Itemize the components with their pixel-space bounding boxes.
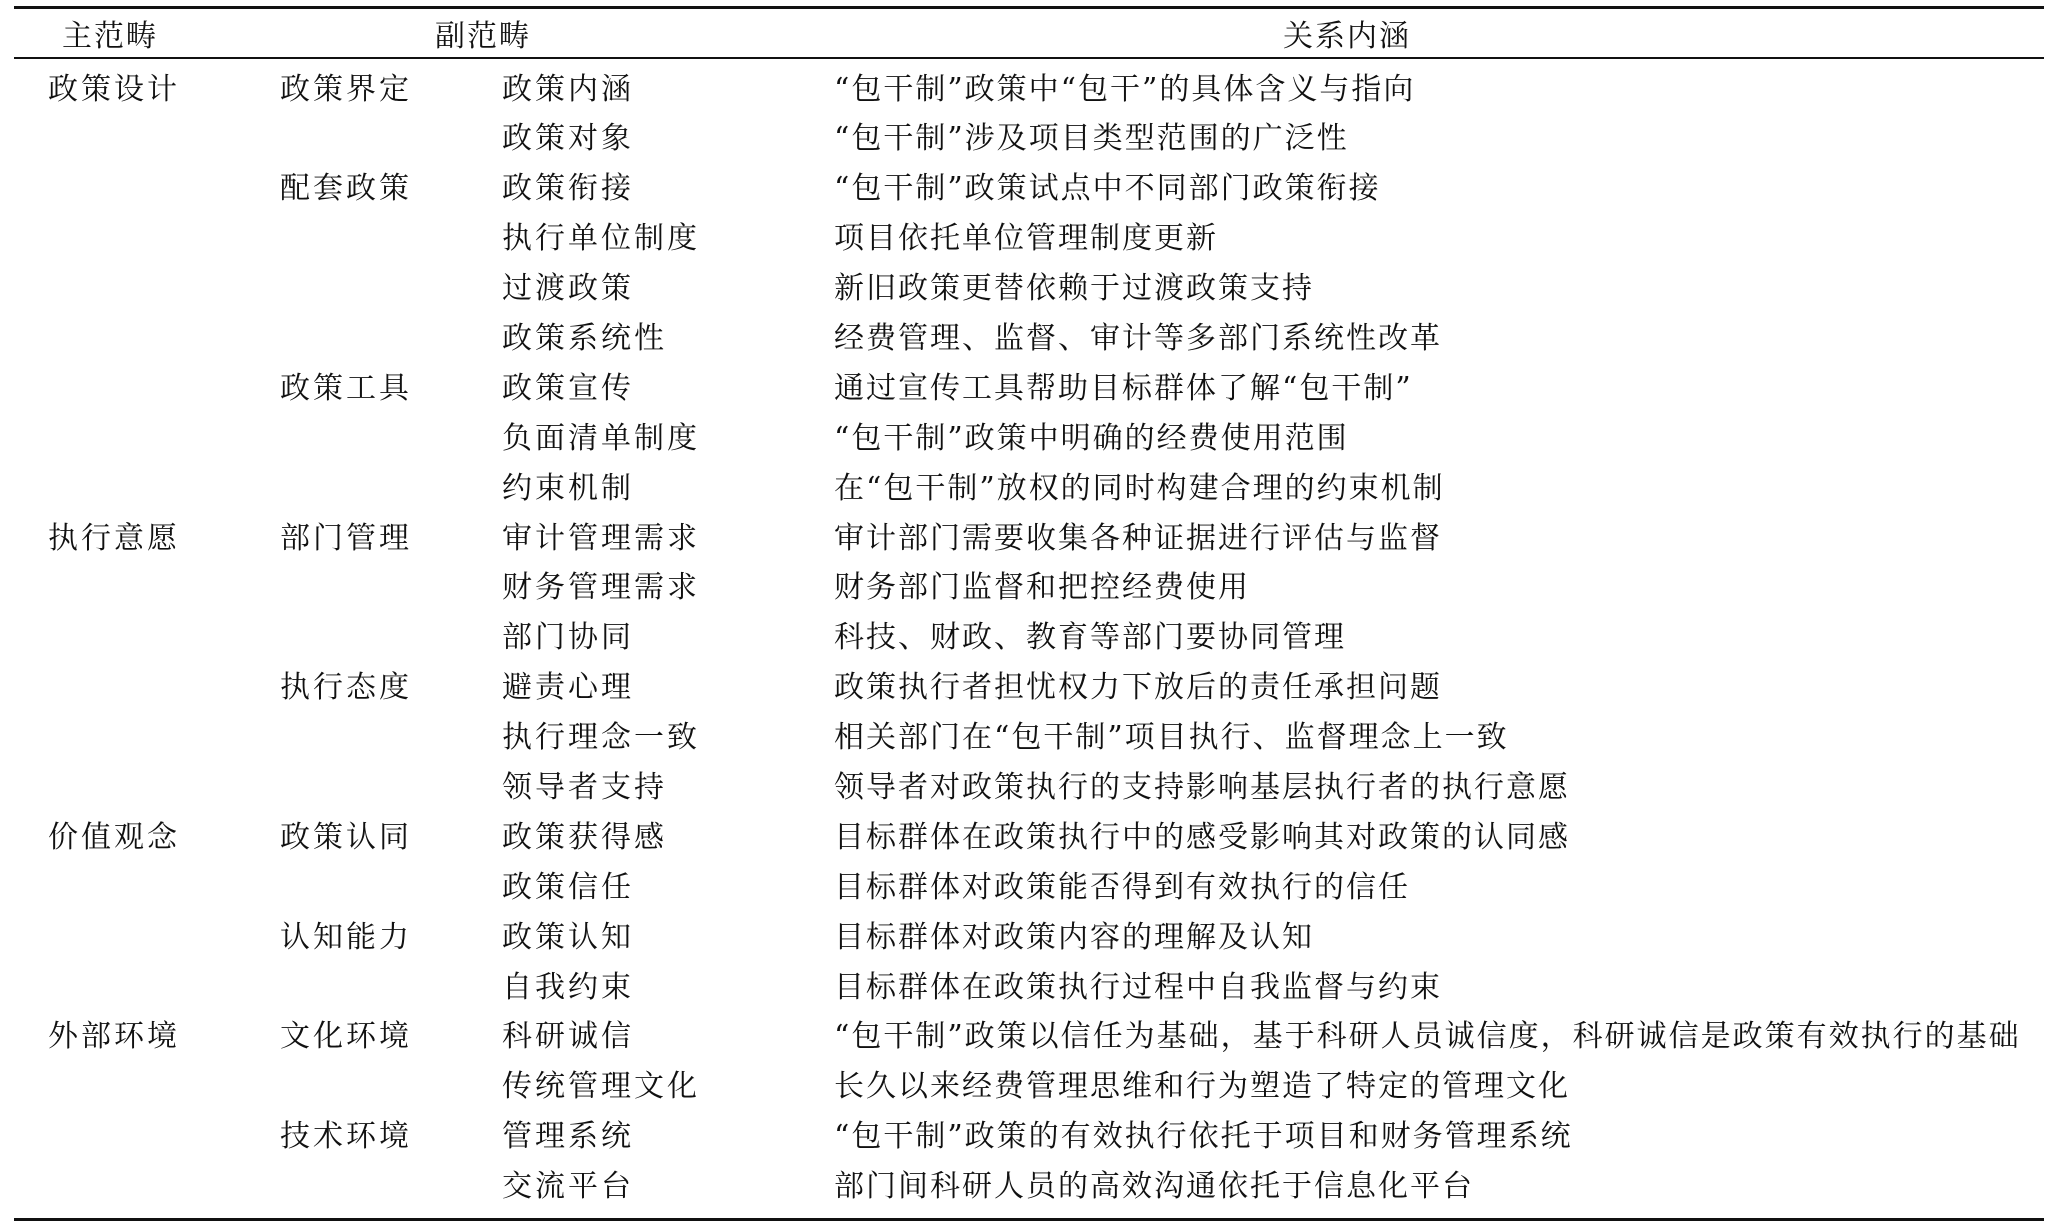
cell-relation: 领导者对政策执行的支持影响基层执行者的执行意愿 <box>834 769 1570 805</box>
table-row <box>14 1112 2044 1162</box>
cell-item: 避责心理 <box>502 670 634 706</box>
cell-relation: 政策执行者担忧权力下放后的责任承担问题 <box>834 670 1442 706</box>
table-row <box>14 763 2044 813</box>
cell-relation: 目标群体在政策执行中的感受影响其对政策的认同感 <box>834 819 1570 855</box>
table-row <box>14 364 2044 414</box>
table-row <box>14 963 2044 1013</box>
cell-main-category: 外部环境 <box>48 1019 180 1055</box>
table-row <box>14 1162 2044 1212</box>
cell-item: 部门协同 <box>502 620 634 656</box>
table-row <box>14 863 2044 913</box>
cell-item: 传统管理文化 <box>502 1069 700 1105</box>
table-row <box>14 464 2044 514</box>
category-table <box>14 6 2044 1221</box>
cell-relation: “包干制”政策的有效执行依托于项目和财务管理系统 <box>834 1119 1573 1155</box>
cell-main-category: 执行意愿 <box>48 520 180 556</box>
cell-relation: 目标群体在政策执行过程中自我监督与约束 <box>834 969 1442 1005</box>
cell-item: 政策获得感 <box>502 819 667 855</box>
table-row <box>14 514 2044 564</box>
table-row <box>14 164 2044 214</box>
cell-relation: 目标群体对政策能否得到有效执行的信任 <box>834 869 1410 905</box>
cell-item: 执行理念一致 <box>502 720 700 756</box>
table-row <box>14 114 2044 164</box>
table-header <box>14 9 2044 57</box>
cell-sub-category: 认知能力 <box>280 919 412 955</box>
cell-sub-category: 配套政策 <box>280 171 412 207</box>
table-row <box>14 1012 2044 1062</box>
cell-item: 审计管理需求 <box>502 520 700 556</box>
table-row <box>14 1062 2044 1112</box>
cell-item: 政策内涵 <box>502 71 634 107</box>
cell-item: 自我约束 <box>502 969 634 1005</box>
cell-relation: 财务部门监督和把控经费使用 <box>834 570 1250 606</box>
cell-item: 政策系统性 <box>502 320 667 356</box>
header-relation: 关系内涵 <box>1283 19 1411 54</box>
cell-relation: 新旧政策更替依赖于过渡政策支持 <box>834 271 1314 307</box>
cell-main-category: 政策设计 <box>48 71 180 107</box>
table-row <box>14 65 2044 115</box>
cell-item: 约束机制 <box>502 470 634 506</box>
cell-relation: 审计部门需要收集各种证据进行评估与监督 <box>834 520 1442 556</box>
cell-item: 科研诚信 <box>502 1019 634 1055</box>
cell-sub-category: 部门管理 <box>280 520 412 556</box>
table-row <box>14 264 2044 314</box>
cell-relation: 通过宣传工具帮助目标群体了解“包干制” <box>834 370 1413 406</box>
cell-item: 管理系统 <box>502 1119 634 1155</box>
header-main-category: 主范畴 <box>62 19 158 54</box>
table-row <box>14 314 2044 364</box>
cell-item: 财务管理需求 <box>502 570 700 606</box>
cell-sub-category: 政策界定 <box>280 71 412 107</box>
cell-relation: “包干制”政策中“包干”的具体含义与指向 <box>834 71 1416 107</box>
table-row <box>14 663 2044 713</box>
cell-relation: 部门间科研人员的高效沟通依托于信息化平台 <box>834 1169 1474 1205</box>
header-sub-category: 副范畴 <box>435 19 531 54</box>
cell-relation: “包干制”政策试点中不同部门政策衔接 <box>834 171 1381 207</box>
cell-relation: 项目依托单位管理制度更新 <box>834 221 1218 257</box>
cell-item: 领导者支持 <box>502 769 667 805</box>
cell-item: 执行单位制度 <box>502 221 700 257</box>
cell-relation: “包干制”政策中明确的经费使用范围 <box>834 420 1349 456</box>
cell-relation: 经费管理、监督、审计等多部门系统性改革 <box>834 320 1442 356</box>
cell-item: 政策对象 <box>502 121 634 157</box>
cell-sub-category: 技术环境 <box>280 1119 412 1155</box>
cell-relation: 长久以来经费管理思维和行为塑造了特定的管理文化 <box>834 1069 1570 1105</box>
cell-relation: 相关部门在“包干制”项目执行、监督理念上一致 <box>834 720 1509 756</box>
cell-item: 负面清单制度 <box>502 420 700 456</box>
table-row <box>14 563 2044 613</box>
cell-sub-category: 执行态度 <box>280 670 412 706</box>
cell-relation: 科技、财政、教育等部门要协同管理 <box>834 620 1346 656</box>
cell-item: 政策认知 <box>502 919 634 955</box>
table-row <box>14 214 2044 264</box>
table-row <box>14 713 2044 763</box>
cell-relation: 目标群体对政策内容的理解及认知 <box>834 919 1314 955</box>
cell-sub-category: 文化环境 <box>280 1019 412 1055</box>
cell-item: 过渡政策 <box>502 271 634 307</box>
cell-sub-category: 政策认同 <box>280 819 412 855</box>
cell-relation: “包干制”政策以信任为基础，基于科研人员诚信度，科研诚信是政策有效执行的基础 <box>834 1019 2021 1055</box>
cell-relation: “包干制”涉及项目类型范围的广泛性 <box>834 121 1349 157</box>
cell-sub-category: 政策工具 <box>280 370 412 406</box>
table-row <box>14 414 2044 464</box>
cell-item: 政策信任 <box>502 869 634 905</box>
cell-relation: 在“包干制”放权的同时构建合理的约束机制 <box>834 470 1445 506</box>
cell-item: 政策衔接 <box>502 171 634 207</box>
cell-item: 交流平台 <box>502 1169 634 1205</box>
cell-item: 政策宣传 <box>502 370 634 406</box>
table-row <box>14 813 2044 863</box>
cell-main-category: 价值观念 <box>48 819 180 855</box>
table-row <box>14 913 2044 963</box>
table-row <box>14 613 2044 663</box>
table-body <box>14 59 2044 1218</box>
